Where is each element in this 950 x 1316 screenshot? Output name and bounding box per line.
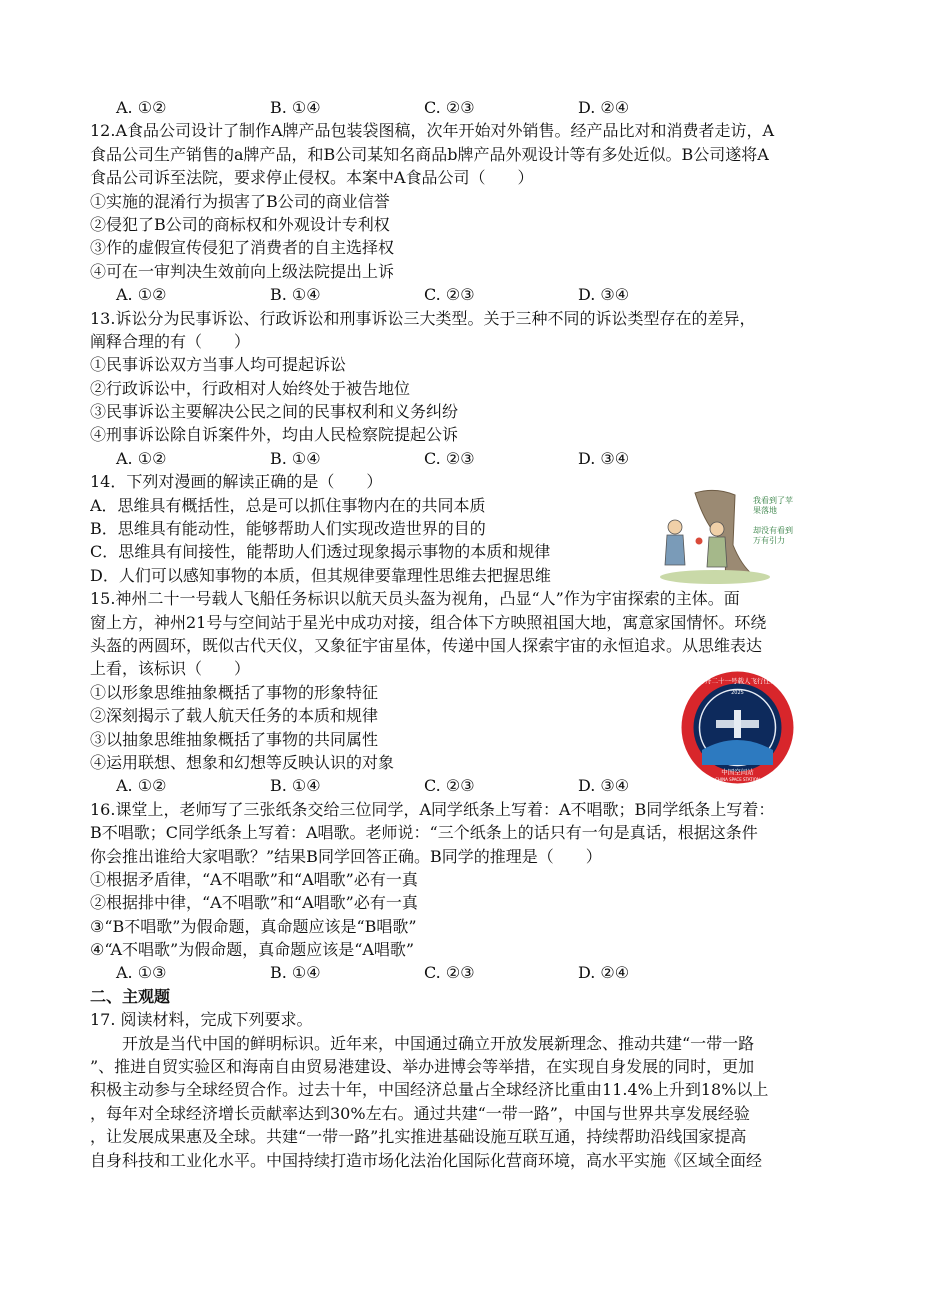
q14-option-b: B．思维具有能动性，能够帮助人们实现改造世界的目的 <box>90 519 486 539</box>
option-d: D. ②④ <box>578 963 630 983</box>
q13-stem-2: 阐释合理的有（ ） <box>90 331 251 351</box>
q16-stem-3: 你会推出谁给大家唱歌？”结果B同学回答正确。B同学的推理是（ ） <box>90 846 602 866</box>
option-d: D. ③④ <box>578 285 630 305</box>
q16-stem-1: 16.课堂上，老师写了三张纸条交给三位同学，A同学纸条上写着：A不唱歌；B同学纸条上写着： <box>90 799 775 819</box>
q14-stem: 14．下列对漫画的解读正确的是（ ） <box>90 472 383 492</box>
q16-stem-2: B不唱歌；C同学纸条上写着：A唱歌。老师说：“三个纸条上的话只有一句是真话，根据这条件 <box>90 823 758 843</box>
option-b: B. ①④ <box>270 776 321 796</box>
option-b: B. ①④ <box>270 98 321 117</box>
q12-statement-4: ④可在一审判决生效前向上级法院提出上诉 <box>90 261 395 281</box>
bubble-2-line-2: 万有引力 <box>753 536 785 545</box>
emblem-bottom-text: 中国空间站 <box>721 768 754 776</box>
q15-statement-1: ①以形象思维抽象概括了事物的形象特征 <box>90 682 379 702</box>
option-a: A. ①② <box>116 776 167 796</box>
q16-statement-4: ④“A不唱歌”为假命题，真命题应该是“A唱歌” <box>90 940 415 960</box>
q17-paragraph-line-1: 开放是当代中国的鲜明标识。近年来，中国通过确立开放发展新理念、推动共建“一带一路 <box>122 1033 755 1053</box>
q17-stem: 17. 阅读材料，完成下列要求。 <box>90 1010 313 1030</box>
q17-paragraph-line-4: ，每年对全球经济增长贡献率达到30%左右。通过共建“一带一路”，中国与世界共享发展经验 <box>90 1103 750 1123</box>
option-b: B. ①④ <box>270 285 321 305</box>
q17-paragraph-line-5: ，让发展成果惠及全球。共建“一带一路”扎实推进基础设施互联互通，持续帮助沿线国家提高 <box>90 1127 747 1147</box>
emblem-top-text: 神舟二十一号载人飞行任务 <box>698 677 777 685</box>
q13-statement-3: ③民事诉讼主要解决公民之间的民事权利和义务纠纷 <box>90 402 459 422</box>
bubble-1-line-1: 我看到了苹 <box>753 496 793 505</box>
option-b: B. ①④ <box>270 448 321 468</box>
mission-emblem-image <box>680 670 795 785</box>
person-right-head <box>710 522 724 536</box>
q16-options <box>90 961 860 984</box>
bubble-1-line-2: 果落地 <box>753 506 777 515</box>
q15-stem-2: 窗上方，神州21号与空间站于星光中成功对接，组合体下方映照祖国大地，寓意家国情怀。环绕 <box>90 612 767 632</box>
q15-stem-3: 头盔的两圆环，既似古代天仪，又象征宇宙星体，传递中国人探索宇宙的永恒追求。从思维表达 <box>90 635 763 655</box>
option-c: C. ②③ <box>424 963 475 983</box>
option-c: C. ②③ <box>424 285 475 305</box>
option-a: A. ①② <box>116 98 167 117</box>
q13-statement-2: ②行政诉讼中，行政相对人始终处于被告地位 <box>90 378 411 398</box>
q13-options <box>90 447 860 470</box>
q17-paragraph-line-6: 自身科技和工业化水平。中国持续打造市场化法治化国际化营商环境，高水平实施《区域全面经 <box>90 1150 763 1170</box>
q16-statement-3: ③“B不唱歌”为假命题，真命题应该是“B唱歌” <box>90 916 417 936</box>
q13-stem-1: 13.诉讼分为民事诉讼、行政诉讼和刑事诉讼三大类型。关于三种不同的诉讼类型存在的差异， <box>90 308 756 328</box>
q12-statement-2: ②侵犯了B公司的商标权和外观设计专利权 <box>90 214 390 234</box>
option-c: C. ②③ <box>424 448 475 468</box>
option-a: A. ①③ <box>116 963 167 983</box>
q15-stem-4: 上看，该标识（ ） <box>90 659 251 679</box>
ground <box>660 570 770 584</box>
q16-statement-2: ②根据排中律，“A不唱歌”和“A唱歌”必有一真 <box>90 893 418 913</box>
newton-cartoon-image <box>655 485 845 585</box>
q15-statement-4: ④运用联想、想象和幻想等反映认识的对象 <box>90 752 395 772</box>
person-left-head <box>668 520 682 534</box>
q14-option-a: A．思维具有概括性，总是可以抓住事物内在的共同本质 <box>90 495 486 515</box>
q11-options <box>90 96 860 119</box>
q15-statement-3: ③以抽象思维抽象概括了事物的共同属性 <box>90 729 379 749</box>
section-heading: 二、主观题 <box>90 986 171 1006</box>
q17-paragraph-line-3: 积极主动参与全球经贸合作。过去十年，中国经济总量占全球经济比重由11.4%上升到18%以上 <box>90 1080 769 1100</box>
q12-stem-2: 食品公司生产销售的a牌产品，和B公司某知名商品b牌产品外观设计等有多处近似。B公司遂将A <box>90 144 769 164</box>
emblem-year: 2025 <box>731 690 744 696</box>
q17-paragraph-line-2: ”、推进自贸实验区和海南自由贸易港建设、举办进博会等举措，在实现自身发展的同时，更加 <box>90 1057 755 1077</box>
spacecraft <box>734 710 741 738</box>
option-c: C. ②③ <box>424 98 475 117</box>
option-d: D. ②④ <box>578 98 630 117</box>
option-a: A. ①② <box>116 285 167 305</box>
option-a: A. ①② <box>116 448 167 468</box>
option-c: C. ②③ <box>424 776 475 796</box>
person-right-body <box>707 537 727 567</box>
exam-page <box>90 96 860 1172</box>
apple-icon <box>696 538 703 545</box>
q15-stem-1: 15.神州二十一号载人飞船任务标识以航天员头盔为视角，凸显“人”作为宇宙探索的主体。面 <box>90 589 740 609</box>
q15-statement-2: ②深刻揭示了载人航天任务的本质和规律 <box>90 706 379 726</box>
emblem-english-text: CHINA SPACE STATION <box>715 777 760 782</box>
q14-option-d: D．人们可以感知事物的本质，但其规律要靠理性思维去把握思维 <box>90 565 551 585</box>
q12-statement-3: ③作的虚假宣传侵犯了消费者的自主选择权 <box>90 238 395 258</box>
option-d: D. ③④ <box>578 776 630 796</box>
q12-statement-1: ①实施的混淆行为损害了B公司的商业信誉 <box>90 191 390 211</box>
q13-statement-1: ①民事诉讼双方当事人均可提起诉讼 <box>90 355 347 375</box>
option-d: D. ③④ <box>578 448 630 468</box>
q13-statement-4: ④刑事诉讼除自诉案件外，均由人民检察院提起公诉 <box>90 425 459 445</box>
bubble-2-line-1: 却没有看到 <box>753 526 793 535</box>
q12-stem-3: 食品公司诉至法院，要求停止侵权。本案中A食品公司（ ） <box>90 168 534 188</box>
person-left-body <box>665 535 685 565</box>
option-b: B. ①④ <box>270 963 321 983</box>
q12-stem-1: 12.A食品公司设计了制作A牌产品包装袋图稿，次年开始对外销售。经产品比对和消费者走访，A <box>90 121 775 141</box>
q14-option-c: C．思维具有间接性，能帮助人们透过现象揭示事物的本质和规律 <box>90 542 551 562</box>
q16-statement-1: ①根据矛盾律，“A不唱歌”和“A唱歌”必有一真 <box>90 869 418 889</box>
q12-options <box>90 283 860 306</box>
